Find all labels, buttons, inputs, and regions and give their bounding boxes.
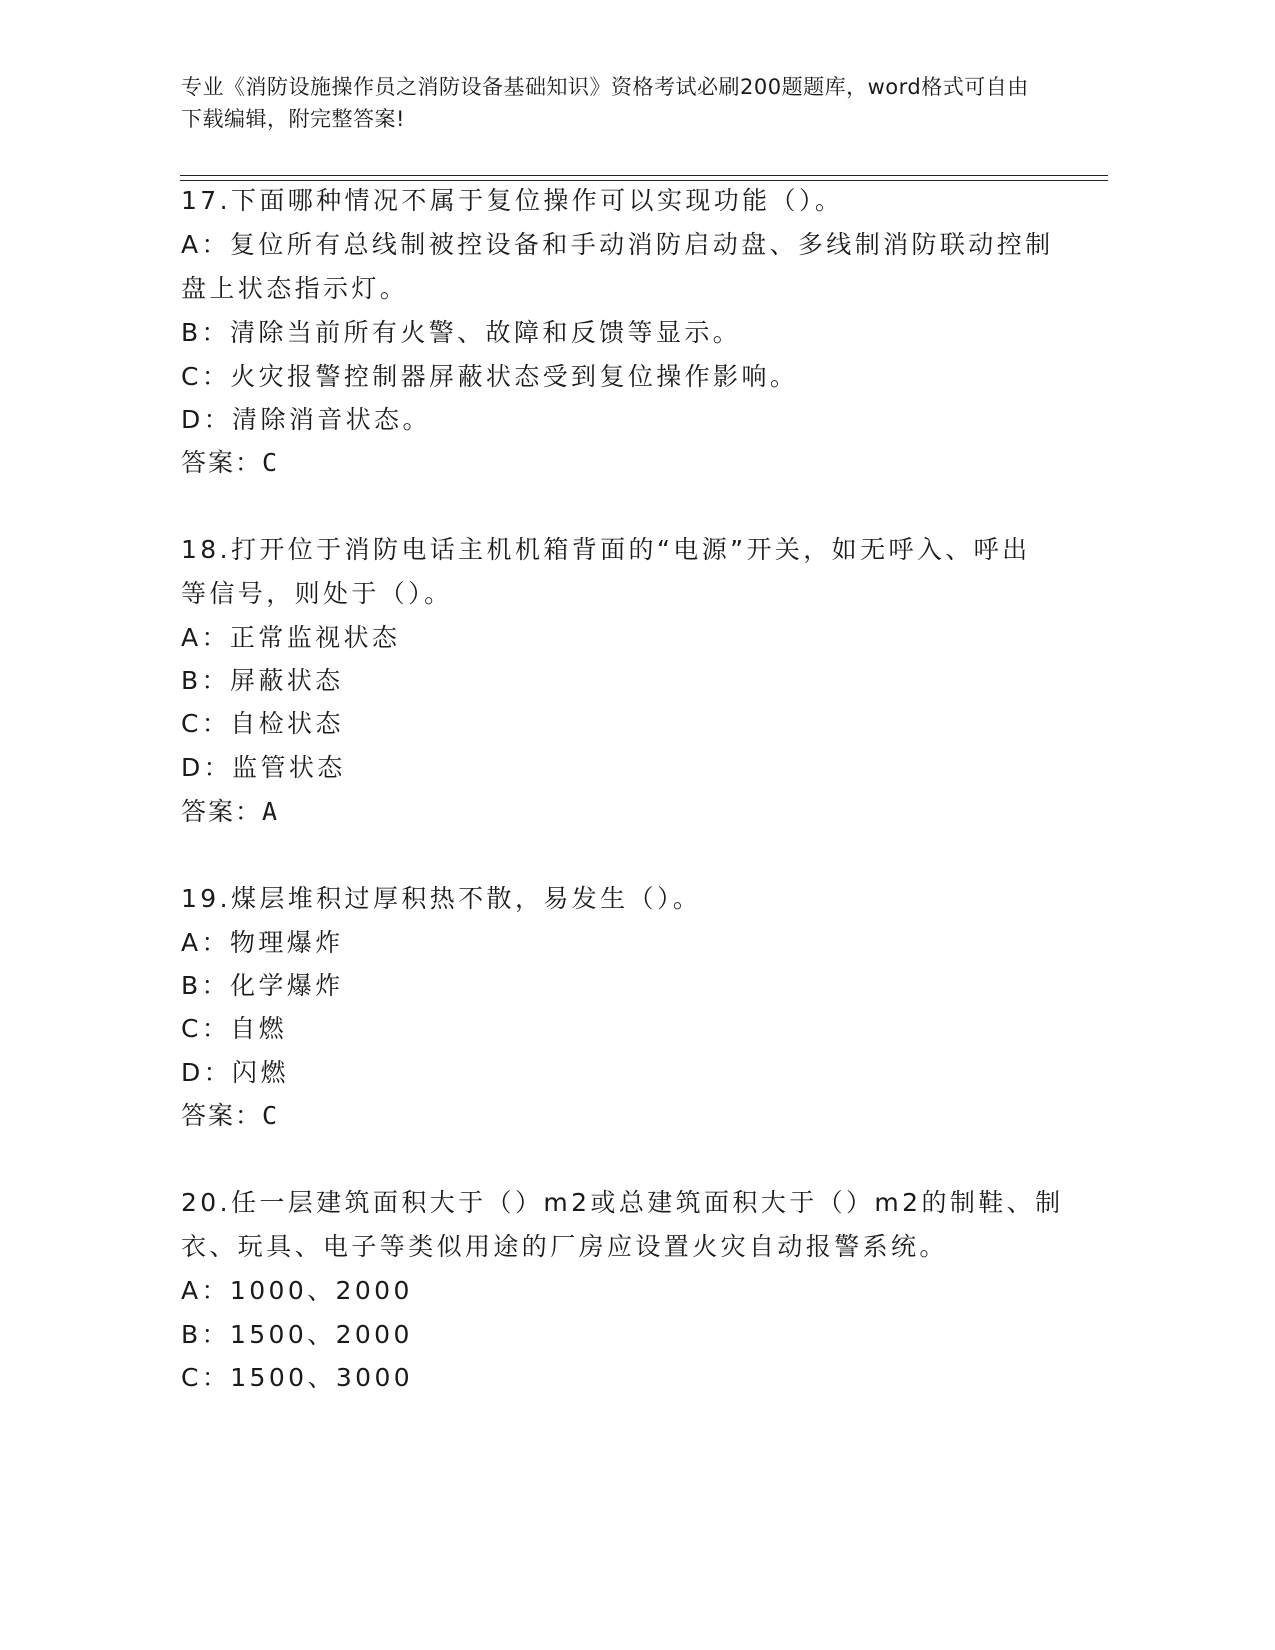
question-17-option-c: C：火灾报警控制器屏蔽状态受到复位操作影响。 — [181, 362, 799, 391]
question-19-stem-line-1: 19.煤层堆积过厚积热不散，易发生（）。 — [181, 884, 702, 913]
answer-label: 答案： — [181, 448, 263, 477]
answer-value: C — [262, 1101, 279, 1130]
answer-label: 答案： — [181, 797, 263, 826]
question-18-answer — [181, 797, 278, 827]
question-19-option-b: B：化学爆炸 — [181, 971, 344, 1000]
question-17-option-d: D：清除消音状态。 — [181, 405, 431, 434]
answer-value: C — [262, 448, 279, 477]
question-18-option-d: D：监管状态 — [181, 753, 346, 782]
question-20-option-a: A：1000、2000 — [181, 1276, 413, 1305]
question-18-option-b: B：屏蔽状态 — [181, 666, 344, 695]
header-divider-top — [180, 175, 1108, 176]
document-header: 专业《消防设施操作员之消防设备基础知识》资格考试必刷200题题库，word格式可自由下载编辑，附完整答案! — [181, 75, 1029, 131]
question-18-stem-line-1: 18.打开位于消防电话主机机箱背面的“电源”开关，如无呼入、呼出 — [181, 535, 1031, 564]
answer-label: 答案： — [181, 1101, 263, 1130]
question-20-option-c: C：1500、3000 — [181, 1363, 414, 1392]
question-19-answer — [181, 1101, 278, 1131]
question-17-option-b: B：清除当前所有火警、故障和反馈等显示。 — [181, 318, 742, 347]
question-19-option-d: D：闪燃 — [181, 1058, 289, 1087]
question-18-option-c: C：自检状态 — [181, 709, 344, 738]
question-17-answer — [181, 448, 278, 478]
question-17-option-a-line-2: 盘上状态指示灯。 — [181, 274, 409, 303]
question-20-stem-line-1: 20.任一层建筑面积大于（）m2或总建筑面积大于（）m2的制鞋、制 — [181, 1188, 1064, 1217]
header-divider-bottom — [180, 180, 1108, 181]
question-20-option-b: B：1500、2000 — [181, 1320, 413, 1349]
question-18-option-a: A：正常监视状态 — [181, 623, 401, 652]
question-18-stem-line-2: 等信号，则处于（）。 — [181, 579, 453, 608]
question-19-option-a: A：物理爆炸 — [181, 928, 344, 957]
answer-value: A — [262, 797, 279, 826]
question-17-option-a-line-1: A：复位所有总线制被控设备和手动消防启动盘、多线制消防联动控制 — [181, 230, 1054, 259]
question-20-stem-line-2: 衣、玩具、电子等类似用途的厂房应设置火灾自动报警系统。 — [181, 1232, 948, 1261]
question-19-option-c: C：自燃 — [181, 1014, 288, 1043]
question-17-stem-line-1: 17.下面哪种情况不属于复位操作可以实现功能（）。 — [181, 186, 844, 215]
